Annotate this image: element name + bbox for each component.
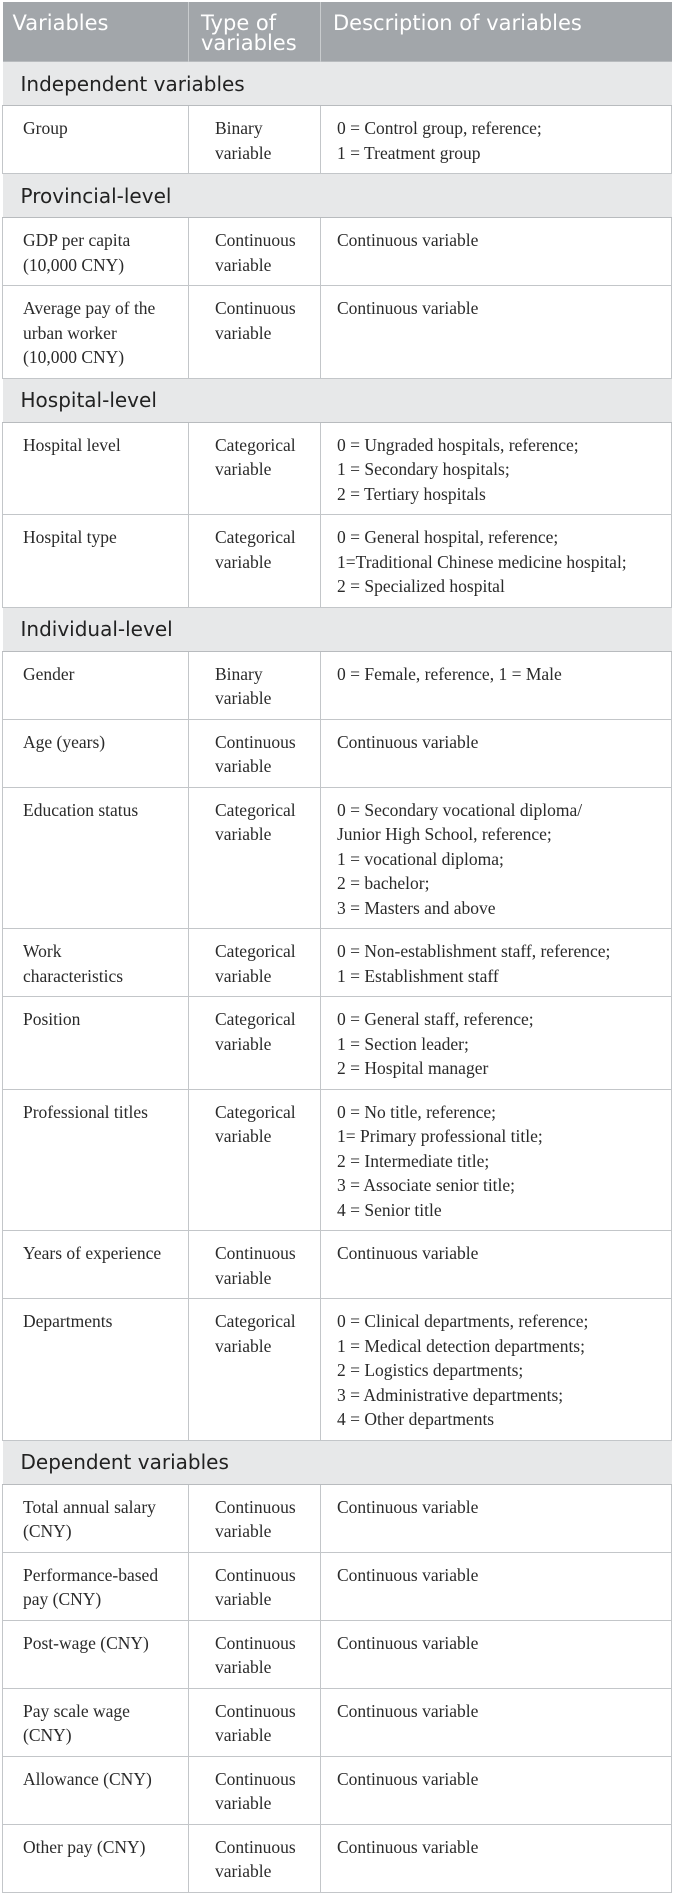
description-text: 2 = Tertiary hospitals [337, 483, 486, 504]
description-text: 0 = Secondary vocational diploma/ [337, 799, 583, 820]
variable-cell [3, 1620, 189, 1688]
type-text: Categorical [215, 799, 296, 820]
type-text: Continuous [215, 731, 296, 752]
table-header-row [3, 2, 672, 62]
variable-text: pay (CNY) [23, 1589, 102, 1609]
variable-text: Allowance (CNY) [23, 1768, 152, 1789]
description-text: Junior High School, reference; [337, 824, 552, 844]
header-description: Description of variables [321, 2, 672, 62]
description-text: Continuous variable [337, 1243, 479, 1263]
table-row [3, 106, 672, 174]
section-title: Hospital-level [3, 378, 672, 422]
variable-text: (10,000 CNY) [23, 254, 125, 275]
section-row [3, 607, 672, 651]
header-variables: Variables [3, 2, 189, 62]
type-text: Categorical [215, 1101, 296, 1122]
type-text: Continuous [215, 1632, 296, 1653]
type-text: Categorical [215, 1311, 296, 1331]
variable-cell [3, 929, 189, 997]
description-text: Continuous variable [337, 1564, 479, 1585]
description-text: Continuous variable [337, 1768, 479, 1789]
description-cell [321, 1299, 672, 1441]
table-row [3, 997, 672, 1090]
variable-text: (CNY) [23, 1521, 72, 1541]
table-row [3, 422, 672, 515]
description-text: 4 = Senior title [337, 1199, 442, 1220]
description-text: Continuous variable [337, 1836, 479, 1857]
variable-text: urban worker [23, 322, 117, 343]
variable-cell [3, 286, 189, 379]
description-text: 3 = Associate senior title; [337, 1175, 516, 1195]
type-text: Continuous [215, 1768, 296, 1789]
variable-cell [3, 422, 189, 515]
variable-text: (10,000 CNY) [23, 347, 125, 367]
variable-cell [3, 106, 189, 174]
description-cell [321, 719, 672, 787]
type-text: variable [215, 1861, 272, 1881]
description-text: 1=Traditional Chinese medicine hospital; [337, 551, 627, 572]
type-cell [189, 106, 321, 174]
variable-cell [3, 997, 189, 1090]
description-text: 0 = No title, reference; [337, 1101, 497, 1122]
description-cell [321, 1484, 672, 1552]
description-text: 0 = Non-establishment staff, reference; [337, 941, 611, 961]
type-text: variable [215, 1589, 272, 1609]
variable-text: Post-wage (CNY) [23, 1632, 149, 1653]
variable-cell [3, 1089, 189, 1231]
type-cell [189, 286, 321, 379]
type-cell [189, 997, 321, 1090]
variable-text: Education status [23, 799, 139, 820]
variable-text: Other pay (CNY) [23, 1836, 146, 1857]
type-cell [189, 1824, 321, 1892]
description-cell [321, 1552, 672, 1620]
description-text: 2 = Hospital manager [337, 1058, 489, 1078]
type-text: Categorical [215, 1009, 296, 1029]
type-text: Binary [215, 118, 263, 138]
description-text: 1 = Establishment staff [337, 965, 499, 986]
description-cell [321, 997, 672, 1090]
type-cell [189, 1552, 321, 1620]
type-text: variable [215, 688, 272, 708]
table-row [3, 1484, 672, 1552]
variable-cell [3, 515, 189, 608]
description-text: 1 = Section leader; [337, 1033, 469, 1054]
variable-text: Group [23, 118, 68, 138]
variable-text: Age (years) [23, 731, 106, 752]
variable-cell [3, 1231, 189, 1299]
section-title: Independent variables [3, 62, 672, 106]
description-cell [321, 286, 672, 379]
type-text: variable [215, 1033, 272, 1054]
description-text: 0 = Female, reference, 1 = Male [337, 663, 562, 684]
variable-cell [3, 1688, 189, 1756]
variable-text: Gender [23, 663, 75, 684]
section-row [3, 62, 672, 106]
type-cell [189, 218, 321, 286]
table-row [3, 1089, 672, 1231]
type-text: Continuous [215, 1836, 296, 1857]
type-text: variable [215, 1126, 272, 1146]
type-cell [189, 1756, 321, 1824]
type-text: variable [215, 551, 272, 572]
description-cell [321, 1824, 672, 1892]
description-text: 1 = Treatment group [337, 142, 481, 163]
variable-text: Pay scale wage [23, 1700, 130, 1721]
type-text: variable [215, 459, 272, 479]
description-cell [321, 515, 672, 608]
table-row [3, 651, 672, 719]
description-text: Continuous variable [337, 298, 479, 318]
variable-text: Position [23, 1009, 81, 1029]
description-text: 0 = Ungraded hospitals, reference; [337, 434, 579, 455]
description-cell [321, 787, 672, 929]
variable-cell [3, 1552, 189, 1620]
description-cell [321, 218, 672, 286]
table-body [3, 62, 672, 1893]
variable-cell [3, 1756, 189, 1824]
variable-text: Years of experience [23, 1243, 162, 1263]
type-text: Continuous [215, 1700, 296, 1721]
type-cell [189, 1484, 321, 1552]
description-text: 0 = General staff, reference; [337, 1009, 534, 1029]
description-cell [321, 1089, 672, 1231]
description-text: 2 = bachelor; [337, 873, 430, 893]
type-cell [189, 422, 321, 515]
variable-text: Average pay of the [23, 298, 156, 318]
variable-cell [3, 651, 189, 719]
type-text: Categorical [215, 434, 296, 455]
type-text: variable [215, 142, 272, 163]
description-text: 3 = Administrative departments; [337, 1384, 564, 1405]
variable-text: Hospital type [23, 527, 117, 547]
variable-text: Total annual salary [23, 1496, 156, 1517]
table-container [2, 2, 671, 1893]
type-text: Continuous [215, 230, 296, 250]
description-text: Continuous variable [337, 1496, 479, 1517]
type-text: variable [215, 1335, 272, 1356]
type-cell [189, 1089, 321, 1231]
variable-cell [3, 787, 189, 929]
variable-text: Professional titles [23, 1101, 148, 1122]
type-text: variable [215, 1267, 272, 1288]
type-cell [189, 1688, 321, 1756]
type-text: variable [215, 1521, 272, 1541]
table-row [3, 1688, 672, 1756]
type-cell [189, 1620, 321, 1688]
table-row [3, 787, 672, 929]
variable-cell [3, 218, 189, 286]
type-cell [189, 515, 321, 608]
type-cell [189, 719, 321, 787]
variable-cell [3, 1484, 189, 1552]
variable-text: Work [23, 941, 62, 961]
type-text: Binary [215, 663, 263, 684]
description-text: Continuous variable [337, 731, 479, 752]
section-title: Provincial-level [3, 174, 672, 218]
description-cell [321, 1620, 672, 1688]
description-text: 0 = Clinical departments, reference; [337, 1311, 589, 1331]
variable-text: characteristics [23, 965, 124, 986]
table-row [3, 218, 672, 286]
description-cell [321, 1231, 672, 1299]
table-row [3, 1620, 672, 1688]
table-row [3, 1231, 672, 1299]
variable-cell [3, 1824, 189, 1892]
section-row [3, 378, 672, 422]
variable-text: Performance-based [23, 1564, 159, 1585]
section-row [3, 1440, 672, 1484]
type-text: variable [215, 965, 272, 986]
type-text: Continuous [215, 1496, 296, 1517]
description-text: 1= Primary professional title; [337, 1126, 543, 1146]
type-text: Continuous [215, 298, 296, 318]
description-cell [321, 106, 672, 174]
description-text: 1 = vocational diploma; [337, 848, 504, 869]
header-type: Type of variables [189, 2, 321, 62]
description-text: 2 = Specialized hospital [337, 576, 505, 596]
description-text: Continuous variable [337, 1632, 479, 1653]
section-row [3, 174, 672, 218]
table-row [3, 929, 672, 997]
variable-cell [3, 1299, 189, 1441]
type-cell [189, 1299, 321, 1441]
description-text: 0 = Control group, reference; [337, 118, 542, 138]
description-text: 0 = General hospital, reference; [337, 527, 559, 547]
section-title: Individual-level [3, 607, 672, 651]
type-text: variable [215, 1793, 272, 1813]
type-text: variable [215, 756, 272, 776]
table-row [3, 286, 672, 379]
variables-table [2, 2, 672, 1893]
description-text: 4 = Other departments [337, 1409, 495, 1429]
type-text: variable [215, 824, 272, 844]
type-text: Categorical [215, 527, 296, 547]
type-text: variable [215, 322, 272, 343]
variable-text: Departments [23, 1311, 113, 1331]
description-text: 1 = Medical detection departments; [337, 1335, 585, 1356]
type-text: Categorical [215, 941, 296, 961]
description-cell [321, 1756, 672, 1824]
table-row [3, 1299, 672, 1441]
variable-text: Hospital level [23, 434, 121, 455]
table-row [3, 1552, 672, 1620]
variable-cell [3, 719, 189, 787]
type-text: Continuous [215, 1243, 296, 1263]
description-text: 2 = Logistics departments; [337, 1360, 524, 1380]
type-text: variable [215, 1725, 272, 1745]
type-text: variable [215, 1657, 272, 1677]
description-cell [321, 422, 672, 515]
type-cell [189, 929, 321, 997]
variable-text: GDP per capita [23, 230, 131, 250]
type-cell [189, 787, 321, 929]
table-row [3, 1824, 672, 1892]
description-cell [321, 651, 672, 719]
description-cell [321, 1688, 672, 1756]
table-row [3, 719, 672, 787]
section-title: Dependent variables [3, 1440, 672, 1484]
description-text: 1 = Secondary hospitals; [337, 459, 510, 479]
type-cell [189, 651, 321, 719]
type-text: variable [215, 254, 272, 275]
description-text: Continuous variable [337, 1700, 479, 1721]
description-cell [321, 929, 672, 997]
type-text: Continuous [215, 1564, 296, 1585]
type-cell [189, 1231, 321, 1299]
description-text: Continuous variable [337, 230, 479, 250]
variable-text: (CNY) [23, 1725, 72, 1745]
table-row [3, 515, 672, 608]
table-row [3, 1756, 672, 1824]
description-text: 2 = Intermediate title; [337, 1150, 490, 1171]
description-text: 3 = Masters and above [337, 897, 496, 918]
